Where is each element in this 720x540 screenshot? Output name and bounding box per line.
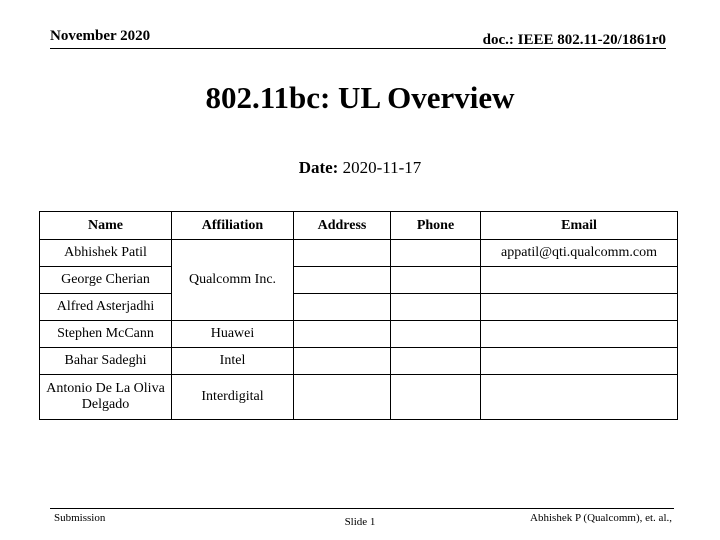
author-email [481, 348, 678, 375]
author-email: appatil@qti.qualcomm.com [481, 240, 678, 267]
author-name: George Cherian [40, 267, 172, 294]
footer-author: Abhishek P (Qualcomm), et. al., [530, 512, 672, 524]
author-name: Abhishek Patil [40, 240, 172, 267]
author-email [481, 375, 678, 420]
column-header-email: Email [481, 212, 678, 240]
table-row [40, 240, 678, 267]
slide-title: 802.11bc: UL Overview [205, 80, 515, 115]
column-header-affiliation: Affiliation [172, 212, 294, 240]
author-email [481, 294, 678, 321]
header-rule [50, 48, 666, 49]
author-address [294, 375, 391, 420]
header-doc-id: doc.: IEEE 802.11-20/1861r0 [482, 32, 666, 48]
table-header-row [40, 212, 678, 240]
table-row [40, 348, 678, 375]
date-label: Date: [298, 158, 339, 177]
author-phone [391, 267, 481, 294]
author-affiliation: Intel [172, 348, 294, 375]
author-phone [391, 348, 481, 375]
table-row [40, 375, 678, 420]
column-header-name: Name [40, 212, 172, 240]
author-address [294, 294, 391, 321]
footer-slide-number: Slide 1 [344, 516, 376, 528]
column-header-phone: Phone [391, 212, 481, 240]
authors-table [39, 211, 678, 420]
author-affiliation-merged: Qualcomm Inc. [172, 240, 294, 321]
author-phone [391, 321, 481, 348]
author-name: Antonio De La Oliva Delgado [40, 375, 172, 420]
date-value: 2020-11-17 [342, 158, 422, 177]
table-row [40, 294, 678, 321]
table-row [40, 267, 678, 294]
author-address [294, 348, 391, 375]
footer-submission: Submission [54, 512, 106, 524]
author-phone [391, 294, 481, 321]
author-address [294, 240, 391, 267]
author-affiliation: Huawei [172, 321, 294, 348]
column-header-address: Address [294, 212, 391, 240]
author-email [481, 321, 678, 348]
author-affiliation: Interdigital [172, 375, 294, 420]
header-date: November 2020 [50, 28, 151, 44]
table-row [40, 321, 678, 348]
author-name: Alfred Asterjadhi [40, 294, 172, 321]
author-phone [391, 240, 481, 267]
author-email [481, 267, 678, 294]
author-name: Stephen McCann [40, 321, 172, 348]
author-name: Bahar Sadeghi [40, 348, 172, 375]
author-address [294, 321, 391, 348]
author-phone [391, 375, 481, 420]
footer-rule [50, 508, 674, 509]
author-address [294, 267, 391, 294]
date-line [0, 158, 720, 178]
